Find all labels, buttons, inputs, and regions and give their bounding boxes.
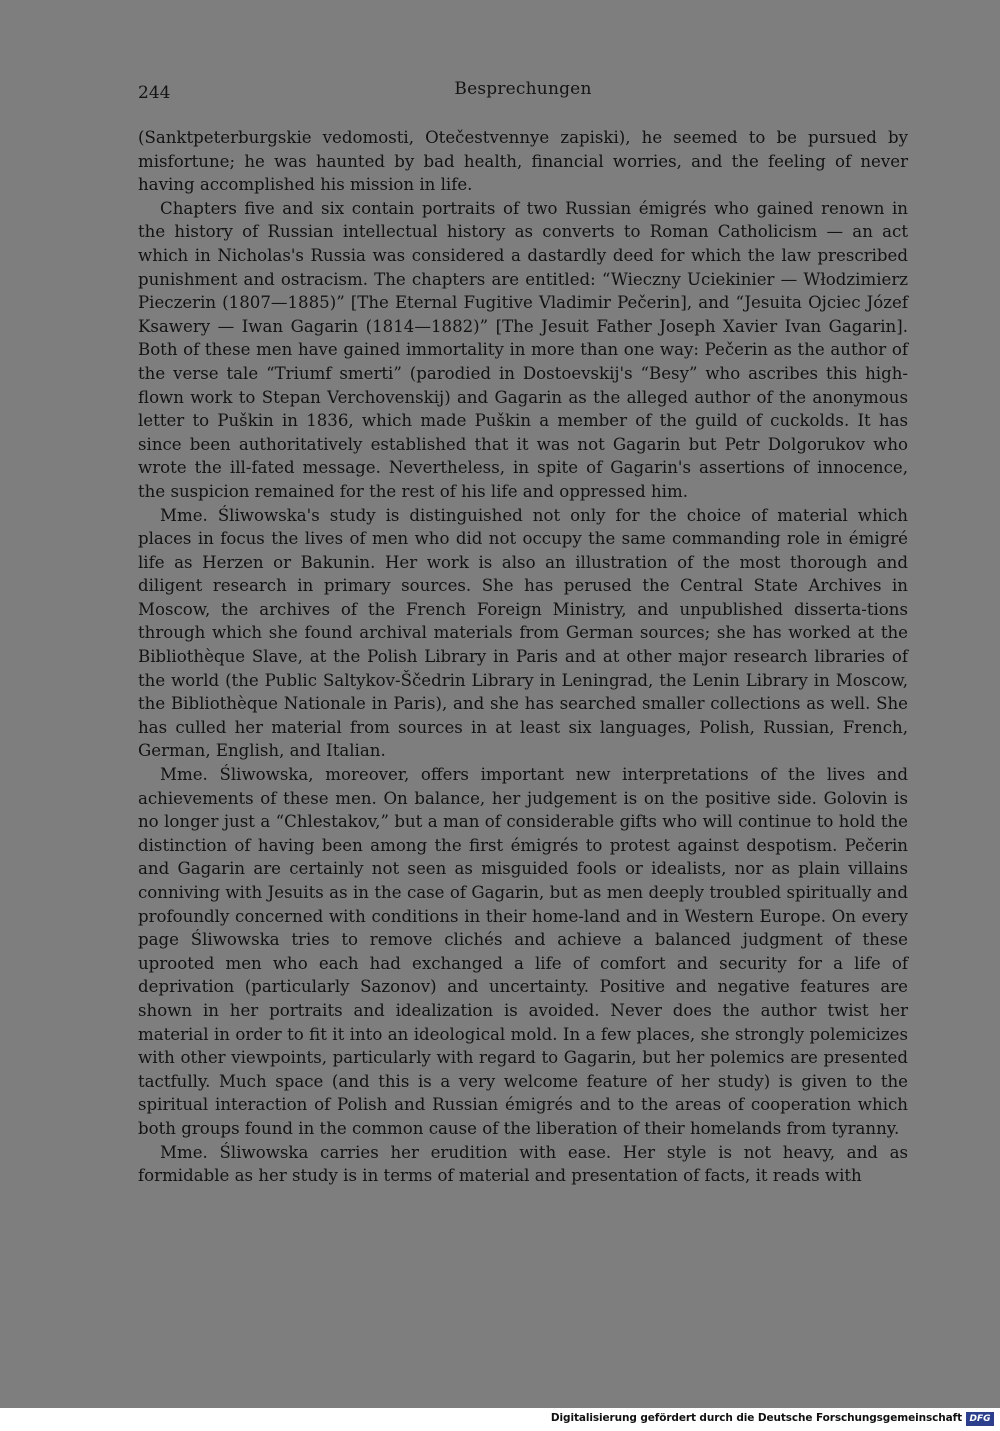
paragraph-research-sources: Mme. Śliwowska's study is distinguished not only for the choice of material which places in focus the lives of men who did not occupy the same commanding role in émigré life as Herzen or Bakunin. Her work is also an illustration of the most thorough and diligent research in primary sources. She has perused the Central State Archives in Moscow, the archives of the French Foreign Ministry, and unpublished disserta-tions through which she found archival materials from German sources; she has worked at the Bibliothèque Slave, at the Polish Library in Paris and at other major research libraries of the world (the Public Saltykov-Ščedrin Library in Leningrad, the Lenin Library in Moscow, the Bibliothèque Nationale in Paris), and she has searched smaller collections as well. She has culled her material from sources in at least six languages, Polish, Russian, French, German, English, and Italian. (138, 505, 908, 761)
dfg-logo: DFG (966, 1412, 994, 1426)
running-head: Besprechungen (454, 79, 592, 99)
paragraph-interpretations: Mme. Śliwowska, moreover, offers important new interpretations of the lives and achievements of these men. On balance, her judgement is on the positive side. Golovin is no longer just a “Chlestakov,” but a man of considerable gifts who will continue to hold the distinction of having been among the first émigrés to protest against despotism. Pečerin and Gagarin are certainly not seen as misguided fools or idealists, nor as plain villains conniving with Jesuits as in the case of Gagarin, but as men deeply troubled spiritually and profoundly concerned with conditions in their home-land and in Western Europe. On every page Śliwowska tries to remove clichés and achieve a balanced judgment of these uprooted men who each had exchanged a life of comfort and security for a life of deprivation (particularly Sazonov) and uncertainty. Positive and negative features are shown in her portraits and idealization is avoided. Never does the author twist her material in order to fit it into an ideological mold. In a few places, she strongly polemicizes with other viewpoints, particularly with regard to Gagarin, but her polemics are presented tactfully. Much space (and this is a very welcome feature of her study) is given to the spiritual interaction of Polish and Russian émigrés and to the areas of cooperation which both groups found in the common cause of the liberation of their homelands from tyranny. (138, 765, 908, 1138)
funding-credit: Digitalisierung gefördert durch die Deutsche Forschungsgemeinschaft (550, 1412, 962, 1424)
digitization-footer (0, 1408, 1000, 1431)
paragraph-chapters-five-six: Chapters five and six contain portraits of two Russian émigrés who gained renown in the history of Russian intellectual history as converts to Roman Catholicism — an act which in Nicholas's Russia was considered a dastardly deed for which the law prescribed punishment and ostracism. The chapters are entitled: “Wieczny Uciekinier — Włodzimierz Pieczerin (1807—1885)” [The Eternal Fugitive Vladimir Pečerin], and “Jesuita Ojciec Józef Ksawery — Iwan Gagarin (1814—1882)” [The Jesuit Father Joseph Xavier Ivan Gagarin]. Both of these men have gained immortality in more than one way: Pečerin as the author of the verse tale “Triumf smerti” (parodied in Dostoevskij's “Besy” who ascribes this high-flown work to Stepan Verchovenskij) and Gagarin as the alleged author of the anonymous letter to Puškin in 1836, which made Puškin a member of the guild of cuckolds. It has since been authoritatively established that it was not Gagarin but Petr Dolgorukov who wrote the ill-fated message. Nevertheless, in spite of Gagarin's assertions of innocence, the suspicion remained for the rest of his life and oppressed him. (138, 198, 908, 501)
paragraph-style: Mme. Śliwowska carries her erudition with ease. Her style is not heavy, and as formidable as her study is in terms of material and presentation of facts, it reads with (138, 1142, 908, 1186)
article-body (138, 126, 908, 1188)
page-header (138, 79, 908, 109)
paragraph-continuation: (Sanktpeterburgskie vedomosti, Otečestvennye zapiski), he seemed to be pursued by misfortune; he was haunted by bad health, financial worries, and the feeling of never having accomplished his mission in life. (138, 128, 908, 195)
page-number: 244 (138, 83, 171, 103)
